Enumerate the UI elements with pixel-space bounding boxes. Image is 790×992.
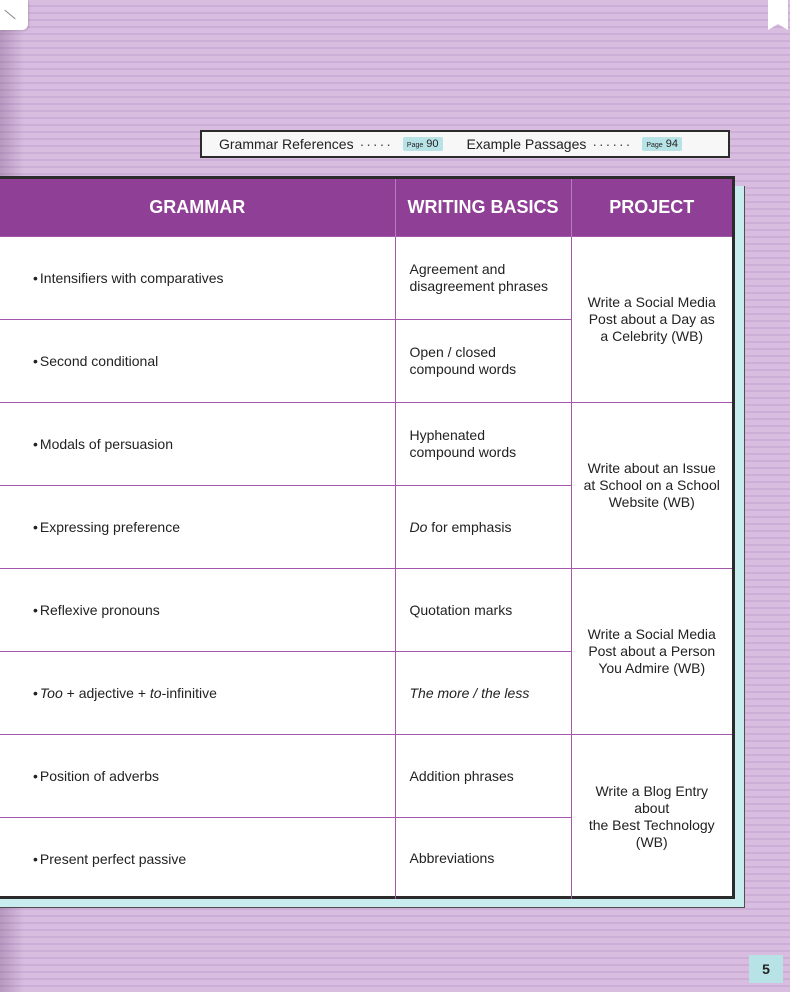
project-cell	[571, 735, 732, 900]
writing-line: compound words	[409, 361, 517, 377]
page-word: Page	[646, 142, 663, 149]
grammar-references-link[interactable]	[219, 136, 443, 152]
table-row	[0, 569, 732, 652]
grammar-references-page-badge[interactable]	[403, 137, 443, 151]
writing-cell	[395, 403, 571, 486]
grammar-cell: • Second conditional	[0, 320, 395, 403]
grammar-topic: Expressing preference	[39, 519, 180, 535]
project-line: the Best Technology	[588, 817, 715, 833]
project-line: a Celebrity (WB)	[600, 328, 704, 344]
grammar-cell: • Position of adverbs	[0, 735, 395, 818]
grammar-topic: Position of adverbs	[39, 768, 159, 784]
grammar-topic: Second conditional	[39, 353, 159, 369]
grammar-references-label: Grammar References	[219, 136, 354, 152]
project-line: You Admire (WB)	[598, 660, 706, 676]
table-header-row	[0, 179, 732, 237]
header-project: PROJECT	[571, 179, 732, 237]
writing-text: Addition phrases	[409, 767, 514, 784]
example-passages-link[interactable]	[467, 136, 682, 152]
grammar-text: -infinitive	[161, 685, 217, 701]
writing-cell	[395, 320, 571, 403]
grammar-topic: Intensifiers with comparatives	[39, 270, 224, 286]
writing-italic: The more / the less	[409, 684, 530, 701]
page-corner-fold-icon[interactable]	[0, 0, 28, 30]
writing-cell	[395, 652, 571, 735]
reference-bar	[200, 130, 730, 158]
writing-line: Open / closed	[409, 344, 496, 360]
grammar-cell: • Intensifiers with comparatives	[0, 237, 395, 320]
writing-cell	[395, 569, 571, 652]
writing-text: for emphasis	[427, 518, 512, 535]
grammar-cell: • Present perfect passive	[0, 818, 395, 900]
grammar-italic: to	[149, 685, 162, 701]
table-row	[0, 403, 732, 486]
project-line: Write a Blog Entry about	[595, 783, 709, 816]
header-writing-basics: WRITING BASICS	[395, 179, 571, 237]
dot-leader: ······	[592, 136, 633, 152]
writing-text: Abbreviations	[409, 850, 495, 866]
bookmark-icon[interactable]	[768, 0, 788, 30]
grammar-italic: Too	[39, 685, 63, 701]
dot-leader: ·····	[359, 136, 393, 152]
project-line: at School on a School	[583, 477, 720, 493]
project-cell	[571, 403, 732, 569]
contents-table-container	[0, 176, 735, 899]
writing-cell	[395, 486, 571, 569]
example-passages-label: Example Passages	[466, 136, 587, 152]
project-line: Write about an Issue	[587, 460, 716, 476]
writing-line: compound words	[409, 444, 517, 460]
writing-cell	[395, 735, 571, 818]
project-line: Post about a Person	[588, 643, 716, 659]
project-line: Write a Social Media	[587, 626, 716, 642]
writing-cell	[395, 237, 571, 320]
grammar-topic: Modals of persuasion	[39, 436, 173, 452]
page-word: Page	[406, 142, 424, 149]
writing-line: Hyphenated	[409, 427, 486, 443]
example-passages-page-badge[interactable]	[642, 137, 682, 151]
grammar-text: + adjective +	[62, 685, 150, 701]
writing-cell	[395, 818, 571, 900]
grammar-topic: Present perfect passive	[39, 850, 187, 867]
contents-table	[0, 179, 732, 899]
grammar-cell: • Too + adjective + to-infinitive	[0, 652, 395, 735]
project-cell	[571, 569, 732, 735]
grammar-topic: Reflexive pronouns	[39, 602, 160, 618]
grammar-cell: • Modals of persuasion	[0, 403, 395, 486]
writing-line: Agreement and	[409, 261, 506, 277]
page-number: 94	[665, 138, 678, 150]
grammar-cell: • Reflexive pronouns	[0, 569, 395, 652]
header-grammar: GRAMMAR	[0, 179, 395, 237]
table-row	[0, 735, 732, 818]
writing-line: disagreement phrases	[409, 278, 549, 294]
project-line: Write a Social Media	[587, 294, 716, 310]
page-number-badge: 5	[749, 955, 783, 983]
project-line: Website (WB)	[608, 494, 695, 510]
project-cell	[571, 237, 732, 403]
project-line: Post about a Day as	[588, 311, 715, 327]
project-line: (WB)	[635, 834, 668, 850]
page-number: 90	[426, 138, 439, 150]
writing-italic: Do	[409, 518, 428, 535]
grammar-cell: • Expressing preference	[0, 486, 395, 569]
table-row	[0, 237, 732, 320]
writing-text: Quotation marks	[409, 601, 513, 618]
